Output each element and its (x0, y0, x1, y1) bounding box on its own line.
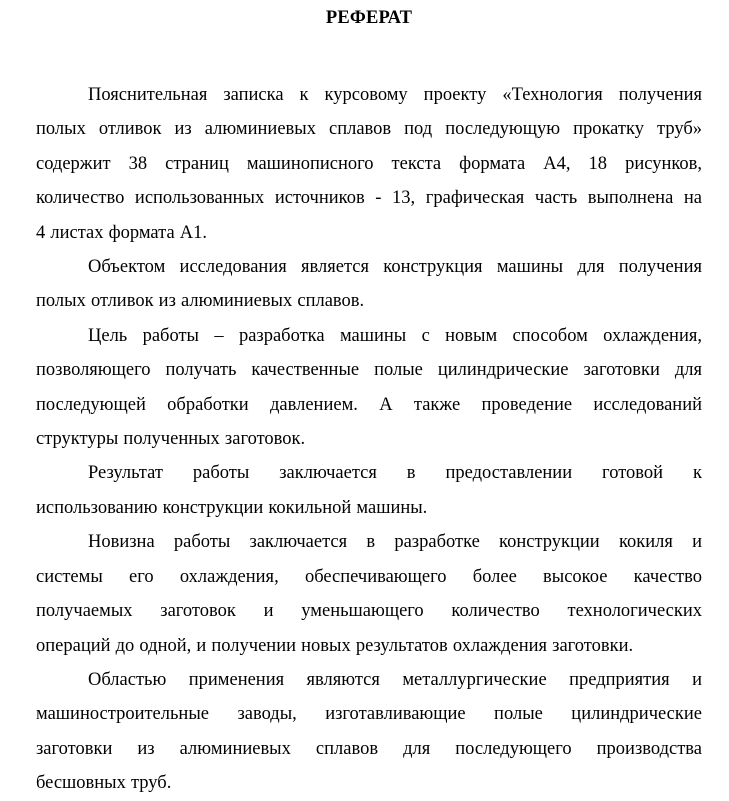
text-line: количество использованных источников - 13, графическая часть выполнена на (36, 188, 702, 209)
text-line: последующей обработки давлением. А также проведение исследований (36, 394, 702, 415)
text-line: полых отливок из алюминиевых сплавов под последующую прокатку труб» (36, 119, 702, 140)
text-line: заготовки из алюминиевых сплавов для последующего производства (36, 738, 702, 759)
text-line: содержит 38 страниц машинописного текста формата А4, 18 рисунков, (36, 153, 702, 174)
text-line: Пояснительная записка к курсовому проекту «Технология получения (88, 85, 702, 105)
text-line: Новизна работы заключается в разработке конструкции кокиля и (88, 532, 702, 553)
paragraph-research-object (36, 250, 702, 319)
text-line: полых отливок из алюминиевых сплавов. (36, 291, 365, 312)
text-line: получаемых заготовок и уменьшающего количество технологических (36, 601, 702, 622)
paragraph-novelty (36, 525, 702, 663)
paragraph-work-goal (36, 319, 702, 457)
text-line: использованию конструкции кокильной машины. (36, 497, 428, 518)
text-line: Результат работы заключается в предоставлении готовой к (88, 463, 702, 484)
text-line: машиностроительные заводы, изготавливающие полые цилиндрические (36, 704, 702, 725)
text-line: Объектом исследования является конструкция машины для получения (88, 257, 702, 278)
paragraph-explanatory-note (36, 78, 702, 250)
text-line: Цель работы – разработка машины с новым способом охлаждения, (88, 325, 702, 346)
paragraph-work-result (36, 456, 702, 525)
text-line: бесшовных труб. (36, 773, 172, 794)
text-line: операций до одной, и получении новых результатов охлаждения заготовки. (36, 635, 634, 656)
text-line: позволяющего получать качественные полые цилиндрические заготовки для (36, 360, 702, 381)
paragraph-application-area (36, 663, 702, 801)
text-line: системы его охлаждения, обеспечивающего более высокое качество (36, 566, 702, 587)
document-page (36, 0, 702, 801)
text-line: 4 листах формата А1. (36, 222, 208, 243)
document-title: РЕФЕРАТ (325, 8, 413, 28)
text-line: структуры полученных заготовок. (36, 429, 306, 450)
text-line: Областью применения являются металлургические предприятия и (88, 669, 702, 690)
